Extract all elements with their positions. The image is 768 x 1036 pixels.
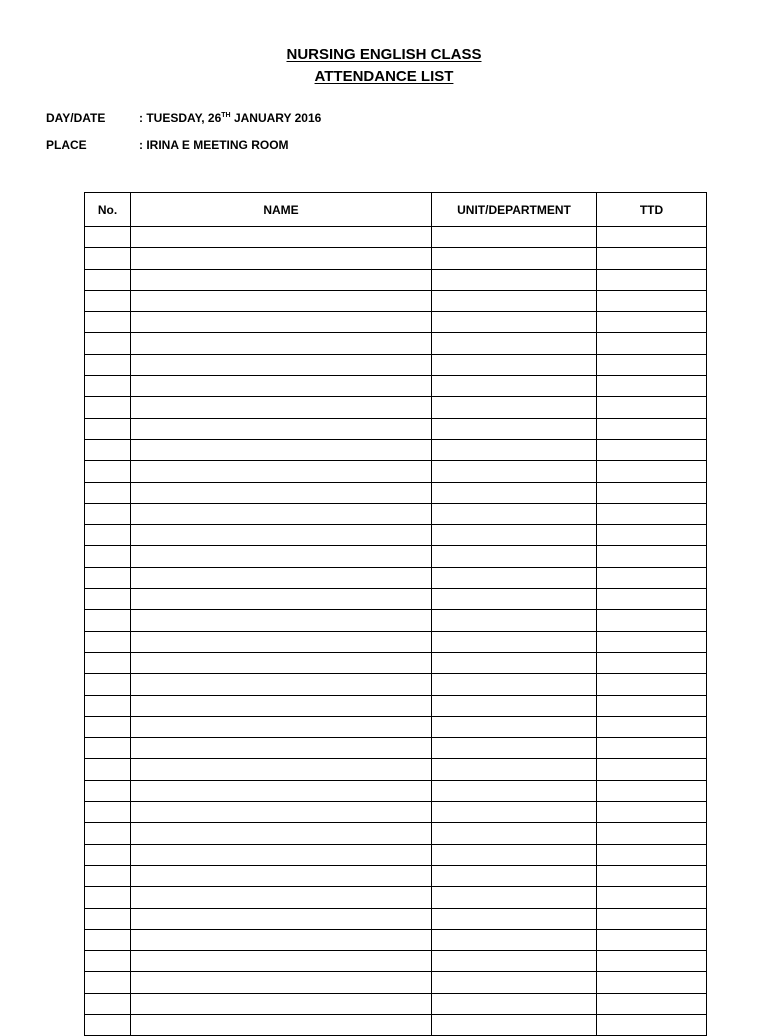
cell-name[interactable] — [131, 887, 432, 908]
cell-no[interactable] — [85, 312, 131, 333]
table-row — [85, 993, 707, 1014]
header-row — [85, 193, 707, 227]
table-row — [85, 376, 707, 397]
table-row — [85, 546, 707, 567]
cell-unit-department[interactable] — [432, 546, 597, 567]
date-row — [46, 110, 321, 126]
cell-no[interactable] — [85, 439, 131, 460]
cell-unit-department[interactable] — [432, 439, 597, 460]
cell-ttd[interactable] — [597, 439, 707, 460]
cell-name[interactable] — [131, 951, 432, 972]
cell-name[interactable] — [131, 823, 432, 844]
table-row — [85, 503, 707, 524]
cell-unit-department[interactable] — [432, 482, 597, 503]
cell-name[interactable] — [131, 248, 432, 269]
cell-name[interactable] — [131, 461, 432, 482]
cell-ttd[interactable] — [597, 418, 707, 439]
title-line-2 — [0, 66, 768, 88]
cell-name[interactable] — [131, 269, 432, 290]
cell-unit-department[interactable] — [432, 397, 597, 418]
cell-unit-department[interactable] — [432, 354, 597, 375]
cell-no[interactable] — [85, 418, 131, 439]
cell-ttd[interactable] — [597, 695, 707, 716]
cell-ttd[interactable] — [597, 1014, 707, 1035]
table-row — [85, 972, 707, 993]
cell-name[interactable] — [131, 993, 432, 1014]
cell-name[interactable] — [131, 972, 432, 993]
cell-no[interactable] — [85, 1014, 131, 1035]
cell-unit-department[interactable] — [432, 759, 597, 780]
cell-unit-department[interactable] — [432, 652, 597, 673]
cell-no[interactable] — [85, 525, 131, 546]
cell-name[interactable] — [131, 674, 432, 695]
cell-no[interactable] — [85, 567, 131, 588]
cell-no[interactable] — [85, 844, 131, 865]
table-row — [85, 865, 707, 886]
cell-name[interactable] — [131, 418, 432, 439]
cell-no[interactable] — [85, 738, 131, 759]
cell-ttd[interactable] — [597, 354, 707, 375]
cell-ttd[interactable] — [597, 631, 707, 652]
cell-ttd[interactable] — [597, 738, 707, 759]
table-row — [85, 525, 707, 546]
cell-unit-department[interactable] — [432, 844, 597, 865]
cell-name[interactable] — [131, 525, 432, 546]
cell-name[interactable] — [131, 589, 432, 610]
cell-name[interactable] — [131, 652, 432, 673]
place-row — [46, 137, 289, 153]
cell-ttd[interactable] — [597, 525, 707, 546]
cell-ttd[interactable] — [597, 290, 707, 311]
cell-name[interactable] — [131, 439, 432, 460]
cell-ttd[interactable] — [597, 844, 707, 865]
table-row — [85, 589, 707, 610]
table-row — [85, 354, 707, 375]
cell-unit-department[interactable] — [432, 674, 597, 695]
cell-ttd[interactable] — [597, 865, 707, 886]
cell-ttd[interactable] — [597, 887, 707, 908]
table-row — [85, 695, 707, 716]
table-row — [85, 908, 707, 929]
document-title — [0, 44, 768, 88]
table-row — [85, 397, 707, 418]
cell-no[interactable] — [85, 482, 131, 503]
date-prefix: : TUESDAY, 26 — [139, 111, 222, 125]
cell-unit-department[interactable] — [432, 248, 597, 269]
cell-no[interactable] — [85, 908, 131, 929]
table-row — [85, 802, 707, 823]
header-unit-department: UNIT/DEPARTMENT — [432, 193, 597, 227]
cell-no[interactable] — [85, 972, 131, 993]
cell-ttd[interactable] — [597, 951, 707, 972]
cell-no[interactable] — [85, 929, 131, 950]
title-line-1 — [0, 44, 768, 66]
cell-unit-department[interactable] — [432, 525, 597, 546]
cell-unit-department[interactable] — [432, 823, 597, 844]
cell-unit-department[interactable] — [432, 802, 597, 823]
cell-ttd[interactable] — [597, 674, 707, 695]
cell-ttd[interactable] — [597, 759, 707, 780]
cell-unit-department[interactable] — [432, 716, 597, 737]
table-row — [85, 610, 707, 631]
title-text-2: ATTENDANCE LIST — [314, 68, 454, 85]
cell-no[interactable] — [85, 290, 131, 311]
cell-ttd[interactable] — [597, 929, 707, 950]
table-row — [85, 461, 707, 482]
table-row — [85, 759, 707, 780]
cell-name[interactable] — [131, 546, 432, 567]
cell-name[interactable] — [131, 865, 432, 886]
table-row — [85, 716, 707, 737]
cell-unit-department[interactable] — [432, 376, 597, 397]
cell-name[interactable] — [131, 908, 432, 929]
cell-no[interactable] — [85, 546, 131, 567]
table-row — [85, 290, 707, 311]
cell-unit-department[interactable] — [432, 865, 597, 886]
cell-unit-department[interactable] — [432, 908, 597, 929]
cell-unit-department[interactable] — [432, 887, 597, 908]
cell-unit-department[interactable] — [432, 610, 597, 631]
cell-ttd[interactable] — [597, 503, 707, 524]
cell-unit-department[interactable] — [432, 312, 597, 333]
table-row — [85, 1014, 707, 1035]
cell-ttd[interactable] — [597, 589, 707, 610]
cell-no[interactable] — [85, 397, 131, 418]
cell-ttd[interactable] — [597, 397, 707, 418]
cell-name[interactable] — [131, 376, 432, 397]
cell-ttd[interactable] — [597, 546, 707, 567]
table-row — [85, 248, 707, 269]
cell-unit-department[interactable] — [432, 972, 597, 993]
cell-no[interactable] — [85, 674, 131, 695]
cell-name[interactable] — [131, 567, 432, 588]
table-row — [85, 333, 707, 354]
cell-ttd[interactable] — [597, 269, 707, 290]
cell-unit-department[interactable] — [432, 333, 597, 354]
cell-unit-department[interactable] — [432, 951, 597, 972]
date-suffix: JANUARY 2016 — [230, 111, 322, 125]
cell-ttd[interactable] — [597, 908, 707, 929]
date-value — [139, 111, 321, 125]
table-row — [85, 439, 707, 460]
attendance-rows — [85, 227, 707, 1036]
cell-name[interactable] — [131, 716, 432, 737]
cell-no[interactable] — [85, 227, 131, 248]
table-row — [85, 312, 707, 333]
cell-no[interactable] — [85, 823, 131, 844]
cell-ttd[interactable] — [597, 312, 707, 333]
table-row — [85, 929, 707, 950]
table-row — [85, 887, 707, 908]
cell-ttd[interactable] — [597, 823, 707, 844]
table-row — [85, 844, 707, 865]
cell-unit-department[interactable] — [432, 290, 597, 311]
cell-ttd[interactable] — [597, 248, 707, 269]
cell-ttd[interactable] — [597, 227, 707, 248]
cell-ttd[interactable] — [597, 652, 707, 673]
cell-name[interactable] — [131, 354, 432, 375]
cell-name[interactable] — [131, 312, 432, 333]
cell-no[interactable] — [85, 376, 131, 397]
cell-unit-department[interactable] — [432, 695, 597, 716]
cell-no[interactable] — [85, 248, 131, 269]
cell-unit-department[interactable] — [432, 567, 597, 588]
cell-name[interactable] — [131, 503, 432, 524]
cell-unit-department[interactable] — [432, 780, 597, 801]
cell-unit-department[interactable] — [432, 227, 597, 248]
cell-no[interactable] — [85, 610, 131, 631]
header-no: No. — [85, 193, 131, 227]
attendance-table — [84, 192, 707, 1036]
cell-name[interactable] — [131, 929, 432, 950]
cell-ttd[interactable] — [597, 780, 707, 801]
title-text-1: NURSING ENGLISH CLASS — [286, 46, 482, 63]
place-label: PLACE — [46, 138, 87, 152]
cell-unit-department[interactable] — [432, 461, 597, 482]
cell-unit-department[interactable] — [432, 929, 597, 950]
cell-no[interactable] — [85, 887, 131, 908]
cell-name[interactable] — [131, 759, 432, 780]
cell-ttd[interactable] — [597, 333, 707, 354]
cell-no[interactable] — [85, 269, 131, 290]
table-row — [85, 482, 707, 503]
cell-name[interactable] — [131, 780, 432, 801]
cell-name[interactable] — [131, 844, 432, 865]
cell-unit-department[interactable] — [432, 1014, 597, 1035]
cell-ttd[interactable] — [597, 716, 707, 737]
cell-no[interactable] — [85, 333, 131, 354]
cell-no[interactable] — [85, 461, 131, 482]
cell-no[interactable] — [85, 589, 131, 610]
cell-no[interactable] — [85, 716, 131, 737]
cell-no[interactable] — [85, 865, 131, 886]
cell-ttd[interactable] — [597, 482, 707, 503]
cell-no[interactable] — [85, 631, 131, 652]
cell-ttd[interactable] — [597, 972, 707, 993]
cell-no[interactable] — [85, 354, 131, 375]
cell-unit-department[interactable] — [432, 631, 597, 652]
cell-unit-department[interactable] — [432, 418, 597, 439]
cell-unit-department[interactable] — [432, 738, 597, 759]
cell-no[interactable] — [85, 503, 131, 524]
cell-ttd[interactable] — [597, 461, 707, 482]
cell-unit-department[interactable] — [432, 589, 597, 610]
cell-name[interactable] — [131, 290, 432, 311]
cell-name[interactable] — [131, 333, 432, 354]
cell-no[interactable] — [85, 993, 131, 1014]
table-row — [85, 227, 707, 248]
place-value: : IRINA E MEETING ROOM — [139, 138, 289, 152]
cell-no[interactable] — [85, 780, 131, 801]
table-row — [85, 418, 707, 439]
table-row — [85, 631, 707, 652]
table-row — [85, 567, 707, 588]
table-row — [85, 738, 707, 759]
cell-name[interactable] — [131, 802, 432, 823]
cell-name[interactable] — [131, 631, 432, 652]
cell-no[interactable] — [85, 951, 131, 972]
cell-name[interactable] — [131, 227, 432, 248]
cell-unit-department[interactable] — [432, 503, 597, 524]
cell-ttd[interactable] — [597, 993, 707, 1014]
cell-name[interactable] — [131, 1014, 432, 1035]
cell-no[interactable] — [85, 652, 131, 673]
cell-name[interactable] — [131, 695, 432, 716]
cell-name[interactable] — [131, 397, 432, 418]
table-row — [85, 951, 707, 972]
table-row — [85, 823, 707, 844]
date-ordinal-suffix: TH — [221, 112, 231, 119]
table-row — [85, 652, 707, 673]
table-row — [85, 269, 707, 290]
header-name: NAME — [131, 193, 432, 227]
cell-no[interactable] — [85, 802, 131, 823]
cell-no[interactable] — [85, 759, 131, 780]
cell-unit-department[interactable] — [432, 993, 597, 1014]
cell-unit-department[interactable] — [432, 269, 597, 290]
cell-ttd[interactable] — [597, 567, 707, 588]
cell-name[interactable] — [131, 738, 432, 759]
header-ttd: TTD — [597, 193, 707, 227]
cell-ttd[interactable] — [597, 802, 707, 823]
cell-ttd[interactable] — [597, 376, 707, 397]
cell-name[interactable] — [131, 610, 432, 631]
cell-ttd[interactable] — [597, 610, 707, 631]
cell-name[interactable] — [131, 482, 432, 503]
table-row — [85, 674, 707, 695]
cell-no[interactable] — [85, 695, 131, 716]
date-label: DAY/DATE — [46, 111, 106, 125]
table-row — [85, 780, 707, 801]
